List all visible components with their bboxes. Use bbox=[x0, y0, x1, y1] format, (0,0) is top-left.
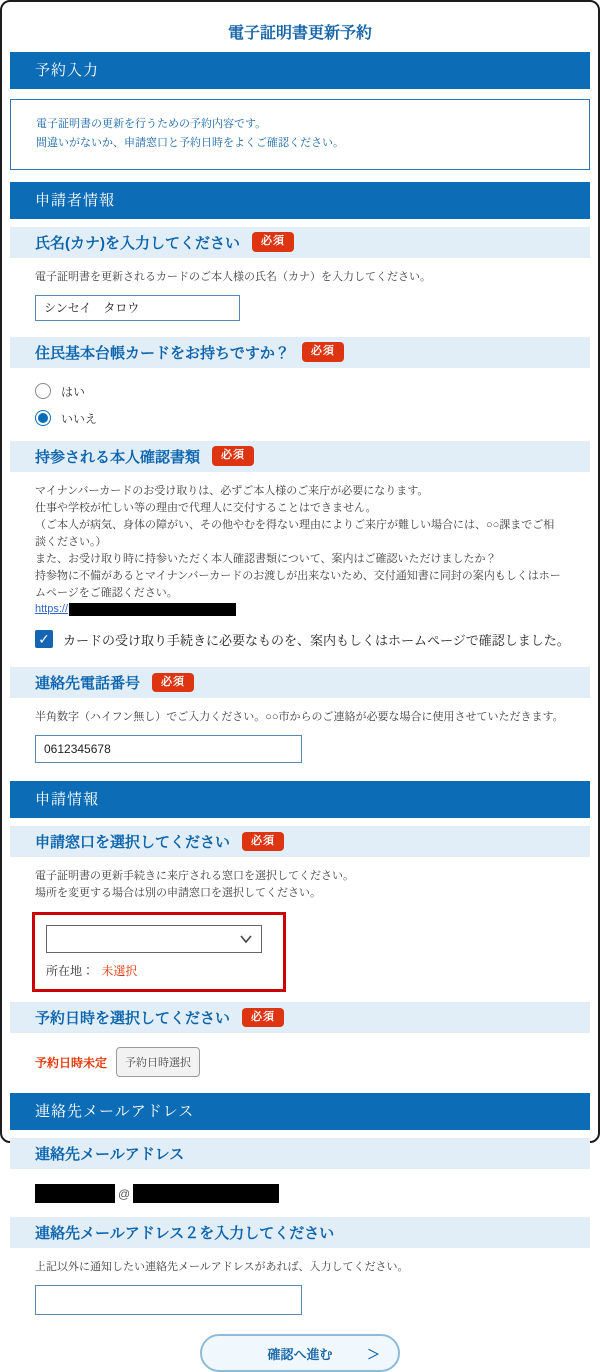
window-description-line1: 電子証明書の更新手続きに来庁される窓口を選択してください。 bbox=[35, 869, 354, 882]
section-name-kana-heading: 氏名(カナ)を入力してください bbox=[35, 234, 240, 252]
datetime-select-button[interactable]: 予約日時選択 bbox=[116, 1047, 200, 1077]
location-value: 未選択 bbox=[101, 964, 138, 979]
required-badge: 必須 bbox=[152, 673, 194, 692]
section-window-select-heading: 申請窓口を選択してください bbox=[35, 833, 231, 851]
name-kana-input[interactable] bbox=[35, 295, 240, 321]
email2-description: 上記以外に通知したい連絡先メールアドレスがあれば、入力してください。 bbox=[35, 1261, 409, 1274]
section-email bbox=[10, 1138, 590, 1169]
required-badge: 必須 bbox=[242, 832, 284, 851]
documents-line: （ご本人が病気、身体の障がい、その他やむを得ない理由によりご来庁が難しい場合には、○○課までご相談ください。） bbox=[35, 518, 555, 548]
documents-line: マイナンバーカードのお受け取りは、必ずご本人様のご来庁が必要になります。 bbox=[35, 484, 429, 497]
radio-option-no[interactable] bbox=[35, 410, 590, 427]
documents-line: また、お受け取り時に持参いただく本人確認書類について、案内はご確認いただけましたか？ bbox=[35, 552, 497, 565]
redacted-url bbox=[69, 603, 236, 616]
radio-option-yes[interactable] bbox=[35, 383, 590, 400]
radio-selected-icon[interactable] bbox=[35, 410, 51, 426]
radio-option-yes-label: はい bbox=[61, 384, 86, 399]
required-badge: 必須 bbox=[242, 1008, 284, 1027]
section-documents bbox=[10, 441, 590, 472]
phone-input[interactable] bbox=[35, 735, 302, 763]
required-badge: 必須 bbox=[212, 446, 254, 465]
documents-paragraph bbox=[35, 483, 565, 602]
chevron-right-icon: ＞ bbox=[366, 1346, 380, 1362]
required-badge: 必須 bbox=[302, 342, 344, 361]
section-email2-heading: 連絡先メールアドレス２を入力してください bbox=[35, 1225, 335, 1243]
email2-input[interactable] bbox=[35, 1285, 302, 1315]
documents-line: 持参物に不備があるとマイナンバーカードのお渡しが出来ないため、交付通知書に同封の案内もしくはホームページをご確認ください。 bbox=[35, 569, 561, 599]
email-at-sign: @ bbox=[118, 1186, 131, 1201]
documents-confirm-checkbox-row[interactable] bbox=[35, 630, 590, 649]
homepage-link[interactable]: https:// bbox=[35, 603, 69, 616]
checkbox-checked-icon[interactable]: ✓ bbox=[35, 630, 53, 648]
window-select-highlight-box bbox=[32, 912, 286, 992]
section-juki-card bbox=[10, 337, 590, 368]
bar-applicant-info: 申請者情報 bbox=[10, 182, 590, 219]
name-description: 電子証明書を更新されるカードのご本人様の氏名（カナ）を入力してください。 bbox=[35, 270, 431, 283]
redacted-email-domain bbox=[133, 1184, 279, 1203]
section-juki-card-heading: 住民基本台帳カードをお持ちですか？ bbox=[35, 344, 290, 362]
section-email2 bbox=[10, 1217, 590, 1248]
section-name-kana bbox=[10, 227, 590, 258]
bar-reservation-input: 予約入力 bbox=[10, 52, 590, 89]
notice-line2: 間違いがないか、申請窓口と予約日時をよくご確認ください。 bbox=[36, 137, 344, 150]
radio-unselected-icon[interactable] bbox=[35, 383, 51, 399]
section-email-heading: 連絡先メールアドレス bbox=[35, 1146, 185, 1164]
submit-row bbox=[10, 1334, 590, 1372]
juki-card-radio-group bbox=[35, 383, 590, 427]
section-phone-heading: 連絡先電話番号 bbox=[35, 674, 141, 692]
datetime-row bbox=[35, 1047, 590, 1077]
window-description bbox=[35, 868, 565, 902]
notice-box bbox=[10, 99, 590, 170]
phone-description: 半角数字（ハイフン無し）でご入力ください。○○市からのご連絡が必要な場合に使用させていただきます。 bbox=[35, 710, 564, 723]
bar-contact-email: 連絡先メールアドレス bbox=[10, 1093, 590, 1130]
window-description-line2: 場所を変更する場合は別の申請窓口を選択してください。 bbox=[35, 886, 321, 899]
redacted-email-local bbox=[35, 1184, 115, 1203]
documents-confirm-label: カードの受け取り手続きに必要なものを、案内もしくはホームページで確認しました。 bbox=[63, 632, 570, 648]
email-value-row bbox=[35, 1184, 590, 1203]
chevron-down-icon bbox=[240, 935, 252, 943]
datetime-status: 予約日時未定 bbox=[35, 1055, 108, 1070]
radio-option-no-label: いいえ bbox=[61, 411, 98, 426]
location-label: 所在地： bbox=[46, 964, 95, 979]
location-row bbox=[46, 962, 273, 979]
proceed-to-confirm-button[interactable] bbox=[200, 1334, 400, 1372]
section-phone bbox=[10, 667, 590, 698]
section-window-select bbox=[10, 826, 590, 857]
documents-line: 仕事や学校が忙しい等の理由で代理人に交付することはできません。 bbox=[35, 501, 377, 514]
documents-link-row bbox=[35, 603, 565, 616]
page-title: 電子証明書更新予約 bbox=[227, 25, 372, 42]
required-badge: 必須 bbox=[252, 232, 294, 251]
section-datetime bbox=[10, 1002, 590, 1033]
section-datetime-heading: 予約日時を選択してください bbox=[35, 1010, 231, 1028]
bar-application-info: 申請情報 bbox=[10, 781, 590, 818]
proceed-to-confirm-label: 確認へ進む bbox=[267, 1346, 333, 1362]
section-documents-heading: 持参される本人確認書類 bbox=[35, 448, 201, 466]
window-select-dropdown[interactable] bbox=[46, 925, 262, 953]
notice-line1: 電子証明書の更新を行うための予約内容です。 bbox=[36, 118, 267, 130]
